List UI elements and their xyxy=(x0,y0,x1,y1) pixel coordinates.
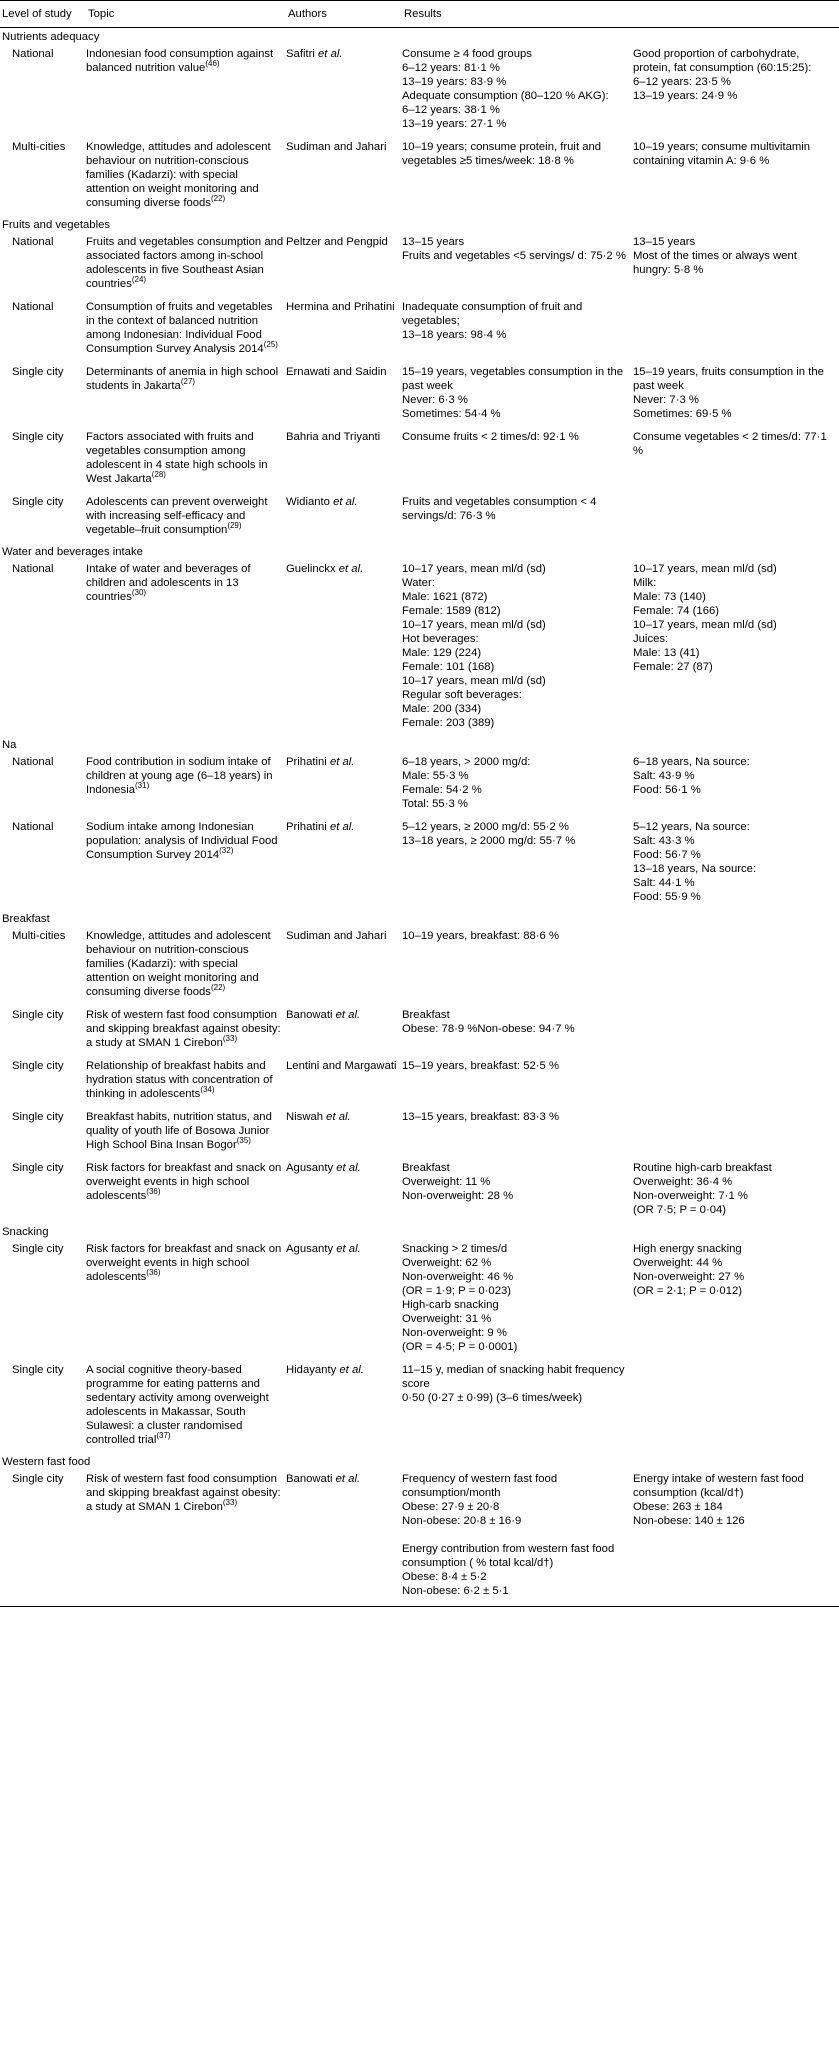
result-line: Overweight: 11 % xyxy=(402,1176,491,1188)
reference-number: (31) xyxy=(135,781,150,791)
result-line: (OR = 4·5; P = 0·0001) xyxy=(402,1341,518,1353)
results-primary-cell xyxy=(402,1107,633,1158)
authors-cell xyxy=(286,1469,402,1607)
author-names: Ernawati and Saidin xyxy=(286,366,387,378)
table-row xyxy=(0,44,839,137)
results-primary-cell xyxy=(402,926,633,1005)
results-secondary-cell xyxy=(633,1107,839,1158)
topic-text: Sodium intake among Indonesian population: analysis of Individual Food Consumption Survey 2014 xyxy=(86,821,278,861)
result-line: 10–17 years, mean ml/d (sd) xyxy=(402,563,546,575)
level-cell: Single city xyxy=(12,1243,64,1255)
result-line: Food: 56·7 % xyxy=(633,849,701,861)
result-line: Sometimes: 54·4 % xyxy=(402,408,501,420)
author-names: Banowati xyxy=(286,1009,333,1021)
result-line: Never: 7·3 % xyxy=(633,394,699,406)
result-line: Non-overweight: 28 % xyxy=(402,1190,514,1202)
authors-cell xyxy=(286,297,402,362)
authors-cell xyxy=(286,362,402,427)
et-al: et al. xyxy=(329,496,358,508)
results-secondary-cell xyxy=(633,752,839,817)
result-line: 10–17 years, mean ml/d (sd) xyxy=(633,619,777,631)
table-header xyxy=(0,1,839,28)
authors-cell xyxy=(286,817,402,910)
result-line: Fruits and vegetables <5 servings/ d: 75·2 % xyxy=(402,250,626,262)
topic-text: Knowledge, attitudes and adolescent behaviour on nutrition-conscious families (Kadarzi): with special attention on weight monitoring and consuming diverse foods xyxy=(86,141,271,209)
result-line: Female: 1589 (812) xyxy=(402,605,501,617)
section-title: Western fast food xyxy=(2,1456,91,1468)
et-al: et al. xyxy=(314,48,343,60)
results-secondary-cell xyxy=(633,297,839,362)
author-names: Niswah xyxy=(286,1111,324,1123)
reference-number: (29) xyxy=(227,521,242,531)
topic-text: Breakfast habits, nutrition status, and quality of youth life of Bosowa Junior High School Bina Insan Bogor xyxy=(86,1111,272,1151)
reference-number: (24) xyxy=(131,275,147,285)
level-cell: Single city xyxy=(12,1111,64,1123)
result-line: Overweight: 62 % xyxy=(402,1257,492,1269)
result-line: 6–18 years, Na source: xyxy=(633,756,750,768)
topic-cell xyxy=(86,492,286,543)
results-secondary-cell xyxy=(633,44,839,137)
author-names: Widianto xyxy=(286,496,330,508)
results-primary-cell xyxy=(402,817,633,910)
results-primary-cell xyxy=(402,297,633,362)
section-header xyxy=(0,216,839,232)
result-line: 10–17 years, mean ml/d (sd) xyxy=(402,675,546,687)
table-row xyxy=(0,362,839,427)
result-line: 15–19 years, vegetables consumption in the past week xyxy=(402,366,624,392)
table-row xyxy=(0,137,839,216)
result-line: Obese: 263 ± 184 xyxy=(633,1501,723,1513)
author-names: Lentini and Margawati xyxy=(286,1060,397,1072)
et-al: et al. xyxy=(332,1473,361,1485)
results-primary-cell xyxy=(402,492,633,543)
table-row xyxy=(0,297,839,362)
topic-cell xyxy=(86,427,286,492)
result-line: Non-obese: 20·8 ± 16·9 xyxy=(402,1515,522,1527)
topic-cell xyxy=(86,1239,286,1360)
level-cell: Multi-cities xyxy=(12,930,66,942)
author-names: Hidayanty xyxy=(286,1364,337,1376)
result-line: Consume fruits < 2 times/d: 92·1 % xyxy=(402,431,579,443)
topic-cell xyxy=(86,1056,286,1107)
results-primary-cell xyxy=(402,137,633,216)
result-line: Consume vegetables < 2 times/d: 77·1 % xyxy=(633,431,827,457)
results-secondary-cell xyxy=(633,427,839,492)
author-names: Prihatini xyxy=(286,821,327,833)
section-title: Na xyxy=(2,739,17,751)
results-primary-cell xyxy=(402,362,633,427)
topic-text: Factors associated with fruits and vegetables consumption among adolescent in 4 state high schools in West Jakarta xyxy=(86,431,268,485)
authors-cell xyxy=(286,1158,402,1223)
author-names: Bahria and Triyanti xyxy=(286,431,381,443)
topic-text: Relationship of breakfast habits and hydration status with concentration of thinking in adolescents xyxy=(86,1060,273,1100)
author-names: Agusanty xyxy=(286,1243,334,1255)
result-line: Fruits and vegetables consumption < 4 servings/d: 76·3 % xyxy=(402,496,597,522)
level-cell: Single city xyxy=(0,1469,86,1607)
section-header xyxy=(0,910,839,926)
table-row xyxy=(0,1005,839,1056)
result-line: (OR = 2·1; P = 0·012) xyxy=(633,1285,743,1297)
result-line: High energy snacking xyxy=(633,1243,742,1255)
level-cell: Single city xyxy=(12,1162,64,1174)
section-title: Breakfast xyxy=(2,913,50,925)
results-primary-cell xyxy=(402,1469,633,1607)
topic-cell xyxy=(86,232,286,297)
result-line: Juices: xyxy=(633,633,669,645)
result-line: Overweight: 31 % xyxy=(402,1313,492,1325)
author-names: Safitri xyxy=(286,48,315,60)
et-al: et al. xyxy=(332,1009,361,1021)
topic-cell xyxy=(86,1360,286,1453)
result-line: 13–18 years, ≥ 2000 mg/d: 55·7 % xyxy=(402,835,576,847)
section-title: Fruits and vegetables xyxy=(2,219,111,231)
result-line: Obese: 78·9 %Non-obese: 94·7 % xyxy=(402,1023,575,1035)
result-line: Salt: 43·3 % xyxy=(633,835,695,847)
table-row xyxy=(0,232,839,297)
level-cell: National xyxy=(12,563,54,575)
results-secondary-cell xyxy=(633,362,839,427)
result-line: Male: 13 (41) xyxy=(633,647,700,659)
topic-text: Food contribution in sodium intake of children at young age (6–18 years) in Indonesia xyxy=(86,756,273,796)
result-line: Obese: 27·9 ± 20·8 xyxy=(402,1501,500,1513)
authors-cell xyxy=(286,559,402,736)
result-line: Inadequate consumption of fruit and vegetables; xyxy=(402,301,583,327)
result-line: Obese: 8·4 ± 5·2 xyxy=(402,1571,487,1583)
level-cell: Single city xyxy=(12,366,64,378)
results-secondary-cell xyxy=(633,1239,839,1360)
result-line: 13–19 years: 27·1 % xyxy=(402,118,507,130)
et-al: et al. xyxy=(336,1364,364,1376)
result-line: Hot beverages: xyxy=(402,633,479,645)
section-header xyxy=(0,28,839,45)
result-line: 10–19 years; consume protein, fruit and vegetables ≥5 times/week: 18·8 % xyxy=(402,141,602,167)
topic-text: Determinants of anemia in high school students in Jakarta xyxy=(86,366,279,392)
result-line: Food: 55·9 % xyxy=(633,891,701,903)
table-row xyxy=(0,752,839,817)
results-secondary-cell xyxy=(633,1056,839,1107)
results-secondary-cell xyxy=(633,1360,839,1453)
topic-text: Adolescents can prevent overweight with increasing self-efficacy and vegetable–fruit consumption xyxy=(86,496,268,536)
results-primary-cell xyxy=(402,1056,633,1107)
result-line: Non-obese: 140 ± 126 xyxy=(633,1515,745,1527)
result-line: 13–19 years: 24·9 % xyxy=(633,90,738,102)
topic-text: Risk of western fast food consumption and skipping breakfast against obesity: a study at SMAN 1 Cirebon xyxy=(86,1009,281,1049)
section-header xyxy=(0,1223,839,1239)
result-line: Energy contribution from western fast food consumption ( % total kcal/d†) xyxy=(402,1543,615,1569)
level-cell: Multi-cities xyxy=(12,141,66,153)
authors-cell xyxy=(286,926,402,1005)
topic-text: Knowledge, attitudes and adolescent behaviour on nutrition-conscious families (Kadarzi): with special attention on weight monitoring and consuming diverse foods xyxy=(86,930,271,998)
table-row xyxy=(0,1360,839,1453)
author-names: Peltzer and Pengpid xyxy=(286,236,388,248)
reference-number: (33) xyxy=(222,1498,238,1508)
author-names: Hermina and Prihatini xyxy=(286,301,395,313)
level-cell: Single city xyxy=(12,1364,64,1376)
level-cell: National xyxy=(12,301,54,313)
authors-cell xyxy=(286,44,402,137)
section-title: Snacking xyxy=(2,1226,49,1238)
topic-cell xyxy=(86,44,286,137)
topic-text: Intake of water and beverages of children and adolescents in 13 countries xyxy=(86,563,251,603)
table-row xyxy=(0,817,839,910)
et-al: et al. xyxy=(333,1162,361,1174)
result-line: Male: 55·3 % xyxy=(402,770,469,782)
table-row xyxy=(0,1158,839,1223)
result-line: 6–18 years, > 2000 mg/d: xyxy=(402,756,531,768)
result-line: 6–12 years: 38·1 % xyxy=(402,104,500,116)
result-line: (OR 7·5; P = 0·04) xyxy=(633,1204,727,1216)
result-line: 0·50 (0·27 ± 0·99) (3–6 times/week) xyxy=(402,1392,583,1404)
results-secondary-cell xyxy=(633,492,839,543)
table-row xyxy=(0,1107,839,1158)
result-line: Male: 129 (224) xyxy=(402,647,482,659)
level-cell: National xyxy=(12,236,54,248)
results-secondary-cell xyxy=(633,926,839,1005)
result-line: Energy intake of western fast food consumption (kcal/d†) xyxy=(633,1473,804,1499)
result-line: Female: 203 (389) xyxy=(402,717,495,729)
reference-number: (46) xyxy=(205,59,220,69)
result-line: High-carb snacking xyxy=(402,1299,499,1311)
authors-cell xyxy=(286,1360,402,1453)
section-title: Nutrients adequacy xyxy=(2,31,100,43)
level-cell: Single city xyxy=(12,1009,64,1021)
topic-text: Indonesian food consumption against balanced nutrition value xyxy=(86,48,274,74)
reference-number: (25) xyxy=(263,340,278,350)
result-line: 10–17 years, mean ml/d (sd) xyxy=(402,619,546,631)
result-line: 11–15 y, median of snacking habit frequency score xyxy=(402,1364,625,1390)
result-line: Female: 54·2 % xyxy=(402,784,482,796)
authors-cell xyxy=(286,752,402,817)
result-line: 6–12 years: 23·5 % xyxy=(633,76,731,88)
authors-cell xyxy=(286,137,402,216)
author-names: Prihatini xyxy=(286,756,327,768)
author-names: Sudiman and Jahari xyxy=(286,930,387,942)
reference-number: (36) xyxy=(146,1268,161,1278)
authors-cell xyxy=(286,232,402,297)
result-line: Female: 74 (166) xyxy=(633,605,720,617)
author-names: Agusanty xyxy=(286,1162,334,1174)
authors-cell xyxy=(286,1239,402,1360)
results-primary-cell xyxy=(402,427,633,492)
header-topic: Topic xyxy=(86,1,286,28)
reference-number: (32) xyxy=(219,846,234,856)
topic-cell xyxy=(86,752,286,817)
et-al: et al. xyxy=(323,1111,351,1123)
table-row xyxy=(0,1469,839,1607)
table-row xyxy=(0,1239,839,1360)
reference-number: (36) xyxy=(146,1187,161,1197)
result-line: Snacking > 2 times/d xyxy=(402,1243,508,1255)
reference-number: (28) xyxy=(151,470,166,480)
topic-text: Risk factors for breakfast and snack on overweight events in high school adolescents xyxy=(86,1162,282,1202)
results-primary-cell xyxy=(402,1360,633,1453)
result-line: Total: 55·3 % xyxy=(402,798,468,810)
topic-cell xyxy=(86,817,286,910)
section-title: Water and beverages intake xyxy=(2,546,143,558)
reference-number: (37) xyxy=(156,1431,171,1441)
result-line: Breakfast xyxy=(402,1162,450,1174)
result-line: Never: 6·3 % xyxy=(402,394,468,406)
results-primary-cell xyxy=(402,44,633,137)
result-line: Consume ≥ 4 food groups xyxy=(402,48,532,60)
result-line: Overweight: 36·4 % xyxy=(633,1176,733,1188)
reference-number: (27) xyxy=(180,377,196,387)
level-cell: National xyxy=(12,756,54,768)
table-row xyxy=(0,559,839,736)
result-line: Non-overweight: 9 % xyxy=(402,1327,507,1339)
topic-cell xyxy=(86,362,286,427)
result-line: Adequate consumption (80–120 % AKG): xyxy=(402,90,609,102)
reference-number: (22) xyxy=(210,194,226,204)
results-primary-cell xyxy=(402,1239,633,1360)
results-secondary-cell xyxy=(633,137,839,216)
et-al: et al. xyxy=(333,1243,361,1255)
topic-text: A social cognitive theory-based programme for eating patterns and sedentary activity among overweight adolescents in Makassar, South Sulawesi: a cluster randomised controlled trial xyxy=(86,1364,269,1446)
result-line: Water: xyxy=(402,577,435,589)
result-line: 10–19 years; consume multivitamin containing vitamin A: 9·6 % xyxy=(633,141,811,167)
result-line: Regular soft beverages: xyxy=(402,689,522,701)
result-line: Non-overweight: 7·1 % xyxy=(633,1190,748,1202)
reference-number: (33) xyxy=(222,1034,238,1044)
reference-number: (34) xyxy=(200,1085,215,1095)
result-line: 5–12 years, ≥ 2000 mg/d: 55·2 % xyxy=(402,821,569,833)
topic-cell xyxy=(86,1107,286,1158)
author-names: Banowati xyxy=(286,1473,333,1485)
authors-cell xyxy=(286,1056,402,1107)
authors-cell xyxy=(286,1107,402,1158)
topic-text: Risk of western fast food consumption and skipping breakfast against obesity: a study at SMAN 1 Cirebon xyxy=(86,1473,281,1513)
header-results: Results xyxy=(402,1,839,28)
results-secondary-cell xyxy=(633,1469,839,1607)
results-secondary-cell xyxy=(633,232,839,297)
result-line: 6–12 years: 81·1 % xyxy=(402,62,500,74)
reference-number: (30) xyxy=(131,588,147,598)
topic-text: Fruits and vegetables consumption and associated factors among in-school adolescents in five Southeast Asian countries xyxy=(86,236,284,290)
results-primary-cell xyxy=(402,752,633,817)
level-cell: National xyxy=(12,821,54,833)
reference-number: (22) xyxy=(210,983,226,993)
et-al: et al. xyxy=(326,821,355,833)
section-header xyxy=(0,1453,839,1469)
result-line: 13–15 years xyxy=(402,236,465,248)
result-line: 13–19 years: 83·9 % xyxy=(402,76,507,88)
result-line: Routine high-carb breakfast xyxy=(633,1162,772,1174)
topic-cell xyxy=(86,559,286,736)
result-line: Sometimes: 69·5 % xyxy=(633,408,732,420)
topic-cell xyxy=(86,1469,286,1607)
authors-cell xyxy=(286,1005,402,1056)
topic-text: Consumption of fruits and vegetables in the context of balanced nutrition among Indonesian: Individual Food Consumption Survey Analysis 2014 xyxy=(86,301,273,355)
result-line: 13–15 years, breakfast: 83·3 % xyxy=(402,1111,559,1123)
results-primary-cell xyxy=(402,1005,633,1056)
et-al: et al. xyxy=(335,563,364,575)
result-line: 15–19 years, fruits consumption in the past week xyxy=(633,366,824,392)
result-line: Salt: 44·1 % xyxy=(633,877,695,889)
section-header xyxy=(0,736,839,752)
level-cell: National xyxy=(12,48,54,60)
et-al: et al. xyxy=(326,756,355,768)
header-authors: Authors xyxy=(286,1,402,28)
results-secondary-cell xyxy=(633,817,839,910)
table-row xyxy=(0,492,839,543)
result-line: Male: 73 (140) xyxy=(633,591,706,603)
topic-cell xyxy=(86,1005,286,1056)
result-line: Non-overweight: 46 % xyxy=(402,1271,514,1283)
author-names: Sudiman and Jahari xyxy=(286,141,387,153)
result-line: Non-obese: 6·2 ± 5·1 xyxy=(402,1585,509,1597)
results-secondary-cell xyxy=(633,1005,839,1056)
table-row xyxy=(0,1056,839,1107)
result-line: 15–19 years, breakfast: 52·5 % xyxy=(402,1060,559,1072)
level-cell: Single city xyxy=(12,431,64,443)
result-line: 13–18 years: 98·4 % xyxy=(402,329,507,341)
result-line: Frequency of western fast food consumption/month xyxy=(402,1473,558,1499)
result-line: 10–19 years, breakfast: 88·6 % xyxy=(402,930,559,942)
result-line: Non-overweight: 27 % xyxy=(633,1271,745,1283)
topic-cell xyxy=(86,297,286,362)
table-body xyxy=(0,28,839,1607)
results-secondary-cell xyxy=(633,559,839,736)
result-line: Most of the times or always went hungry: 5·8 % xyxy=(633,250,797,276)
header-level: Level of study xyxy=(0,1,86,28)
result-line: Male: 200 (334) xyxy=(402,703,482,715)
result-line: Good proportion of carbohydrate, protein, fat consumption (60:15:25): xyxy=(633,48,812,74)
results-secondary-cell xyxy=(633,1158,839,1223)
level-cell: Single city xyxy=(12,1060,64,1072)
result-line: 13–15 years xyxy=(633,236,696,248)
result-line: (OR = 1·9; P = 0·023) xyxy=(402,1285,512,1297)
results-primary-cell xyxy=(402,559,633,736)
results-primary-cell xyxy=(402,1158,633,1223)
results-primary-cell xyxy=(402,232,633,297)
result-line: Female: 27 (87) xyxy=(633,661,713,673)
section-header xyxy=(0,543,839,559)
topic-text: Risk factors for breakfast and snack on overweight events in high school adolescents xyxy=(86,1243,282,1283)
topic-cell xyxy=(86,1158,286,1223)
result-line: Milk: xyxy=(633,577,657,589)
result-line: 10–17 years, mean ml/d (sd) xyxy=(633,563,777,575)
topic-cell xyxy=(86,926,286,1005)
result-line: 13–18 years, Na source: xyxy=(633,863,757,875)
authors-cell xyxy=(286,492,402,543)
topic-cell xyxy=(86,137,286,216)
level-cell: Single city xyxy=(12,496,64,508)
spacer xyxy=(402,1528,631,1542)
result-line: Male: 1621 (872) xyxy=(402,591,488,603)
result-line: Overweight: 44 % xyxy=(633,1257,723,1269)
result-line: 5–12 years, Na source: xyxy=(633,821,750,833)
result-line: Salt: 43·9 % xyxy=(633,770,695,782)
result-line: Breakfast xyxy=(402,1009,450,1021)
result-line: Female: 101 (168) xyxy=(402,661,495,673)
result-line: Food: 56·1 % xyxy=(633,784,701,796)
author-names: Guelinckx xyxy=(286,563,336,575)
reference-number: (35) xyxy=(236,1136,251,1146)
table-row xyxy=(0,926,839,1005)
authors-cell xyxy=(286,427,402,492)
table-row xyxy=(0,427,839,492)
